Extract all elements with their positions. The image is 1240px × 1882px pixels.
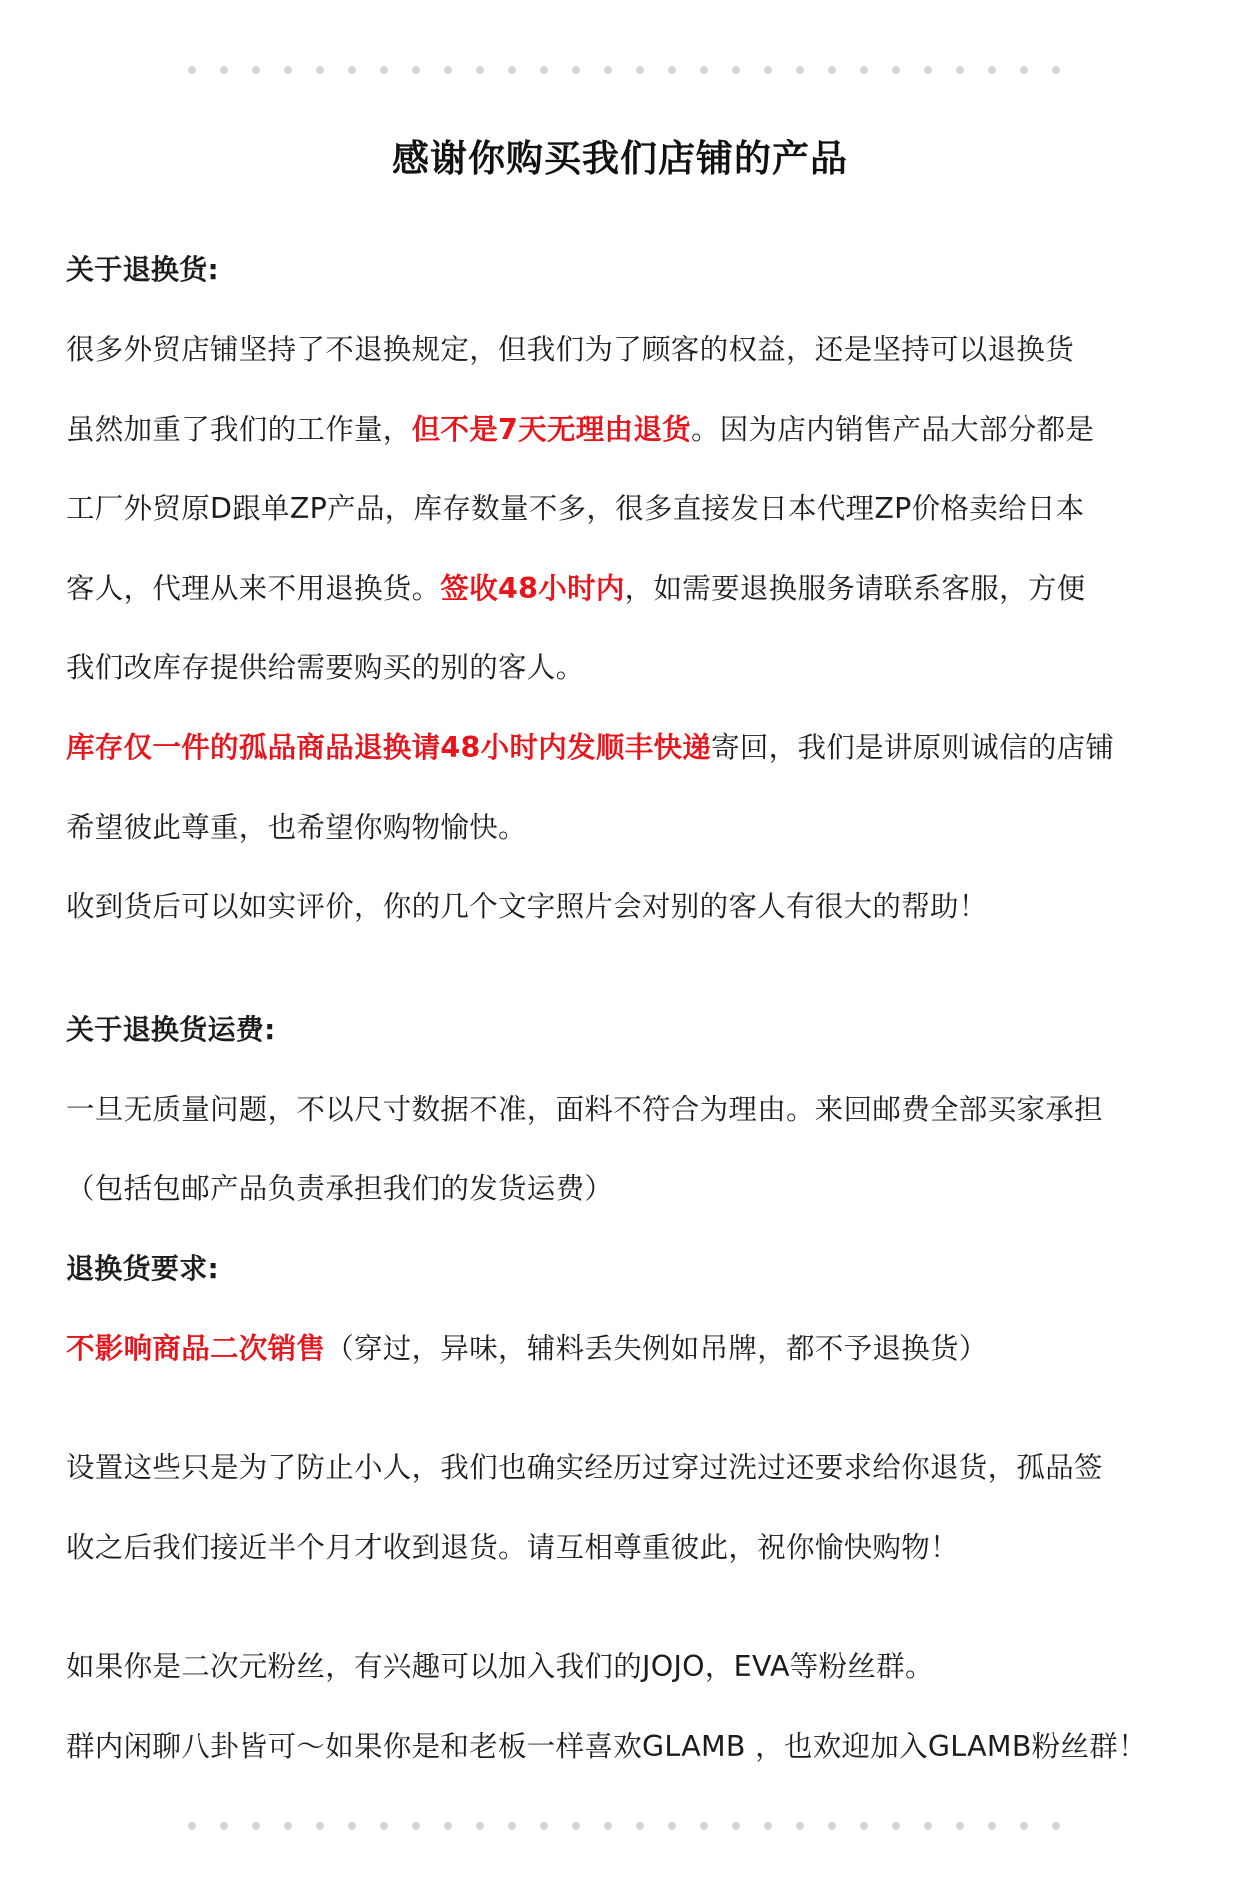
divider-dot [828, 1822, 836, 1830]
returns-heading: 关于退换货: [66, 253, 219, 286]
divider-dot [380, 1822, 388, 1830]
divider-dot [700, 66, 708, 74]
divider-dot [284, 66, 292, 74]
top-dot-divider [0, 66, 1240, 76]
returns-line-2-a: 虽然加重了我们的工作量， [66, 413, 412, 446]
divider-dot [220, 66, 228, 74]
divider-dot [412, 66, 420, 74]
divider-dot [476, 66, 484, 74]
divider-dot [380, 66, 388, 74]
divider-dot [476, 1822, 484, 1830]
divider-dot [732, 1822, 740, 1830]
divider-dot [668, 1822, 676, 1830]
divider-dot [796, 1822, 804, 1830]
returns-line-4-c: ，如需要退换服务请联系客服，方便 [624, 572, 1086, 605]
returns-line-5: 我们改库存提供给需要购买的别的客人。 [66, 651, 585, 684]
divider-dot [444, 1822, 452, 1830]
divider-dot [348, 1822, 356, 1830]
returns-line-7: 希望彼此尊重，也希望你购物愉快。 [66, 811, 527, 844]
divider-dot [220, 1822, 228, 1830]
returns-line-6 [66, 728, 1114, 768]
note-line-1: 设置这些只是为了防止小人，我们也确实经历过穿过洗过还要求给你退货，孤品签 [66, 1451, 1103, 1484]
divider-dot [572, 1822, 580, 1830]
48-hour-notice: 签收48小时内 [440, 572, 625, 605]
divider-dot [540, 1822, 548, 1830]
divider-dot [284, 1822, 292, 1830]
requirements-line-1 [66, 1329, 988, 1369]
divider-dot [956, 1822, 964, 1830]
returns-line-3: 工厂外贸原D跟单ZP产品，库存数量不多，很多直接发日本代理ZP价格卖给日本 [66, 492, 1085, 525]
divider-dot [348, 66, 356, 74]
divider-dot [764, 66, 772, 74]
requirements-heading: 退换货要求: [66, 1252, 219, 1285]
returns-line-8: 收到货后可以如实评价，你的几个文字照片会对别的客人有很大的帮助！ [66, 890, 988, 923]
divider-dot [604, 1822, 612, 1830]
divider-dot [188, 1822, 196, 1830]
returns-line-4 [66, 569, 1085, 609]
divider-dot [732, 66, 740, 74]
divider-dot [188, 66, 196, 74]
returns-line-6-b: 寄回，我们是讲原则诚信的店铺 [711, 731, 1115, 764]
shipping-line-1: 一旦无质量问题，不以尺寸数据不准，面料不符合为理由。来回邮费全部买家承担 [66, 1093, 1103, 1126]
fans-line-1: 如果你是二次元粉丝，有兴趣可以加入我们的JOJO，EVA等粉丝群。 [66, 1650, 934, 1683]
divider-dot [1020, 1822, 1028, 1830]
page-title: 感谢你购买我们店铺的产品 [392, 137, 848, 180]
divider-dot [508, 1822, 516, 1830]
divider-dot [988, 66, 996, 74]
divider-dot [924, 1822, 932, 1830]
divider-dot [700, 1822, 708, 1830]
divider-dot [572, 66, 580, 74]
divider-dot [636, 1822, 644, 1830]
divider-dot [796, 66, 804, 74]
no-7-day-return-notice: 但不是7天无理由退货 [411, 413, 691, 446]
divider-dot [860, 1822, 868, 1830]
divider-dot [1020, 66, 1028, 74]
divider-dot [444, 66, 452, 74]
single-item-return-notice: 库存仅一件的孤品商品退换请48小时内发顺丰快递 [66, 731, 712, 764]
returns-line-1: 很多外贸店铺坚持了不退换规定，但我们为了顾客的权益，还是坚持可以退换货 [66, 333, 1075, 366]
divider-dot [956, 66, 964, 74]
divider-dot [316, 1822, 324, 1830]
returns-line-2-c: 。因为店内销售产品大部分都是 [690, 413, 1095, 446]
fans-line-2: 群内闲聊八卦皆可～如果你是和老板一样喜欢GLAMB ，也欢迎加入GLAMB粉丝群！ [66, 1730, 1147, 1763]
divider-dot [252, 1822, 260, 1830]
shipping-line-2: （包括包邮产品负责承担我们的发货运费） [66, 1172, 614, 1205]
divider-dot [540, 66, 548, 74]
divider-dot [988, 1822, 996, 1830]
divider-dot [412, 1822, 420, 1830]
returns-line-4-a: 客人，代理从来不用退换货。 [66, 572, 441, 605]
divider-dot [860, 66, 868, 74]
divider-dot [508, 66, 516, 74]
note-line-2: 收之后我们接近半个月才收到退货。请互相尊重彼此，祝你愉快购物！ [66, 1531, 959, 1564]
divider-dot [636, 66, 644, 74]
shipping-heading: 关于退换货运费: [66, 1013, 276, 1046]
divider-dot [924, 66, 932, 74]
bottom-dot-divider [0, 1822, 1240, 1832]
divider-dot [252, 66, 260, 74]
divider-dot [892, 1822, 900, 1830]
returns-line-2 [66, 410, 1094, 450]
divider-dot [764, 1822, 772, 1830]
divider-dot [828, 66, 836, 74]
divider-dot [316, 66, 324, 74]
divider-dot [604, 66, 612, 74]
divider-dot [892, 66, 900, 74]
divider-dot [1052, 1822, 1060, 1830]
divider-dot [668, 66, 676, 74]
resale-condition-notice: 不影响商品二次销售 [66, 1332, 326, 1365]
requirements-line-1-b: （穿过，异味，辅料丢失例如吊牌，都不予退换货） [325, 1332, 988, 1365]
divider-dot [1052, 66, 1060, 74]
